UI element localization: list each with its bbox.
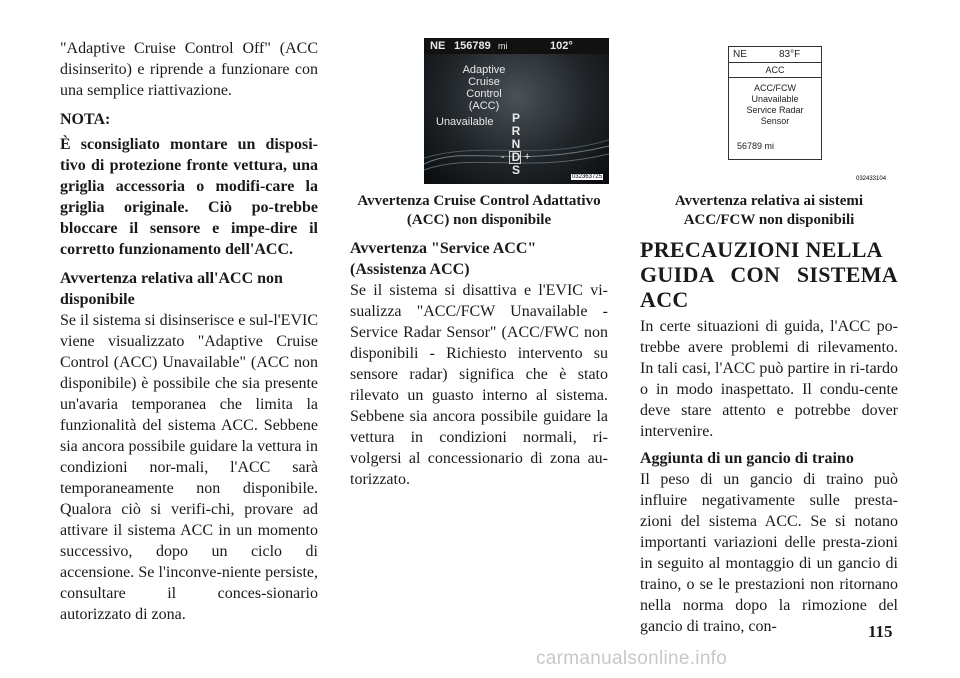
service-acc-body: Se il sistema si disattiva e l'EVIC vi-sualizza "ACC/FCW Unavailable - Service Radar Sensor" (ACC/FWC non disponibili - Richiesto intervento su sensore radar) significa che è stato rilevato un guasto interno al sistema. Sebbene sia ancora possibile guidare la vettura in condizioni normali, ri-volgersi al concessionario di zona au-torizzato. — [350, 282, 608, 488]
tow-hitch-heading: Aggiunta di un gancio di traino — [640, 450, 854, 467]
gear-indicator — [510, 112, 522, 177]
section-title-line2: GUIDA CON SISTEMA ACC — [640, 262, 898, 312]
acc-unavailable-body: Se il sistema si disinserisce e sul-l'EVIC viene visualizzato "Adaptive Cruise Control (ACC) Unavailable" (ACC non disponibile) è possibile che sia presente un'avaria temporanea che limita la funzionalità del sistema ACC. Sebbene sia ancora possibile guidare la vettura in condizioni nor-mali, l'ACC sarà temporaneamente non disponibile. Qualora ciò si verifi-chi, provare ad attivare il sistema ACC in un momento successivo, dopo un ciclo di accensione. Se l'inconve-niente persiste, consultare il conces-sionario autorizzato di zona. — [60, 312, 318, 623]
column-middle — [350, 192, 608, 490]
evic-message-line: ACC/FCW — [754, 83, 796, 93]
evic-odometer: 56789 mi — [737, 141, 775, 151]
evic-top-row — [729, 47, 821, 63]
acc-message-line: Adaptive — [462, 64, 506, 76]
figure2-code: 032433104 — [856, 176, 887, 182]
precautions-intro: In certe situazioni di guida, l'ACC po-trebbe avere problemi di rilevamento. In tali casi, l'ACC può partire in ri-tardo o in modo inaspettato. Il condu-cente deve stare attento e potrebbe dover intervenire. — [640, 318, 898, 440]
evic-message-line: Sensor — [760, 116, 790, 126]
compass-heading: NE — [430, 40, 446, 52]
note-text: È sconsigliato montare un disposi-tivo di protezione fronte vettura, una griglia accessoria o modifi-care la griglia originale. Ciò po-trebbe bloccare il sensore e impe-dire il corretto funzionamento dell'ACC. — [60, 136, 318, 258]
gear-r: R — [511, 124, 521, 138]
figure-code: 032363725 — [571, 174, 602, 180]
selected-gear-box — [509, 151, 521, 164]
evic-acc-row: ACC — [729, 63, 821, 78]
acc-unavailable-heading: Avvertenza relativa all'ACC non disponibile — [60, 270, 283, 308]
gear-plus: + — [524, 151, 531, 163]
evic-display-acc-fcw — [728, 46, 822, 160]
service-acc-heading: Avvertenza "Service ACC" — [350, 240, 537, 257]
column-left — [60, 38, 318, 625]
status-unavailable: Unavailable — [436, 116, 494, 128]
intro-paragraph: "Adaptive Cruise Control Off" (ACC disinserito) e riprende a funzionare con una semplice riattivazione. — [60, 40, 318, 99]
evic-message — [729, 78, 821, 127]
odometer-unit: mi — [498, 41, 508, 51]
cluster-top-bar — [424, 38, 609, 54]
outside-temperature: 83°F — [779, 49, 801, 60]
note-label: NOTA: — [60, 111, 111, 128]
service-acc-subheading: (Assistenza ACC) — [350, 261, 470, 278]
watermark: carmanualsonline.info — [536, 648, 728, 669]
outside-temperature: 102° — [550, 40, 573, 52]
cluster-display-acc-unavailable — [424, 38, 609, 184]
gear-p: P — [511, 111, 520, 125]
odometer-value: 156789 — [454, 40, 491, 52]
gear-s: S — [511, 163, 520, 177]
acc-message-line: Control — [466, 88, 502, 100]
acc-message-line: Cruise — [468, 76, 500, 88]
tow-hitch-body: Il peso di un gancio di traino può influire negativamente sulle presta-zioni del sistema ACC. Se si notano importanti variazioni delle presta-zioni in seguito al montaggio di un gancio di traino, o se le prestazioni non ritornano nella norma dopo la rimozione del gancio di traino, con- — [640, 471, 898, 635]
section-title-line1: PRECAUZIONI NELLA — [640, 237, 883, 262]
evic-message-line: Unavailable — [751, 94, 799, 104]
gear-d: D — [511, 150, 521, 164]
gear-n: N — [511, 137, 521, 151]
column-right — [640, 192, 898, 637]
evic-message-line: Service Radar — [746, 105, 804, 115]
figure2-caption: Avvertenza relativa ai sistemi ACC/FCW non disponibili — [674, 193, 864, 228]
acc-message — [424, 64, 544, 112]
page-number: 115 — [868, 622, 893, 641]
figure1-caption: Avvertenza Cruise Control Adattativo (ACC) non disponibile — [357, 193, 601, 228]
gear-minus: - — [501, 151, 505, 163]
acc-message-line: (ACC) — [468, 100, 500, 112]
compass-heading: NE — [733, 49, 747, 60]
